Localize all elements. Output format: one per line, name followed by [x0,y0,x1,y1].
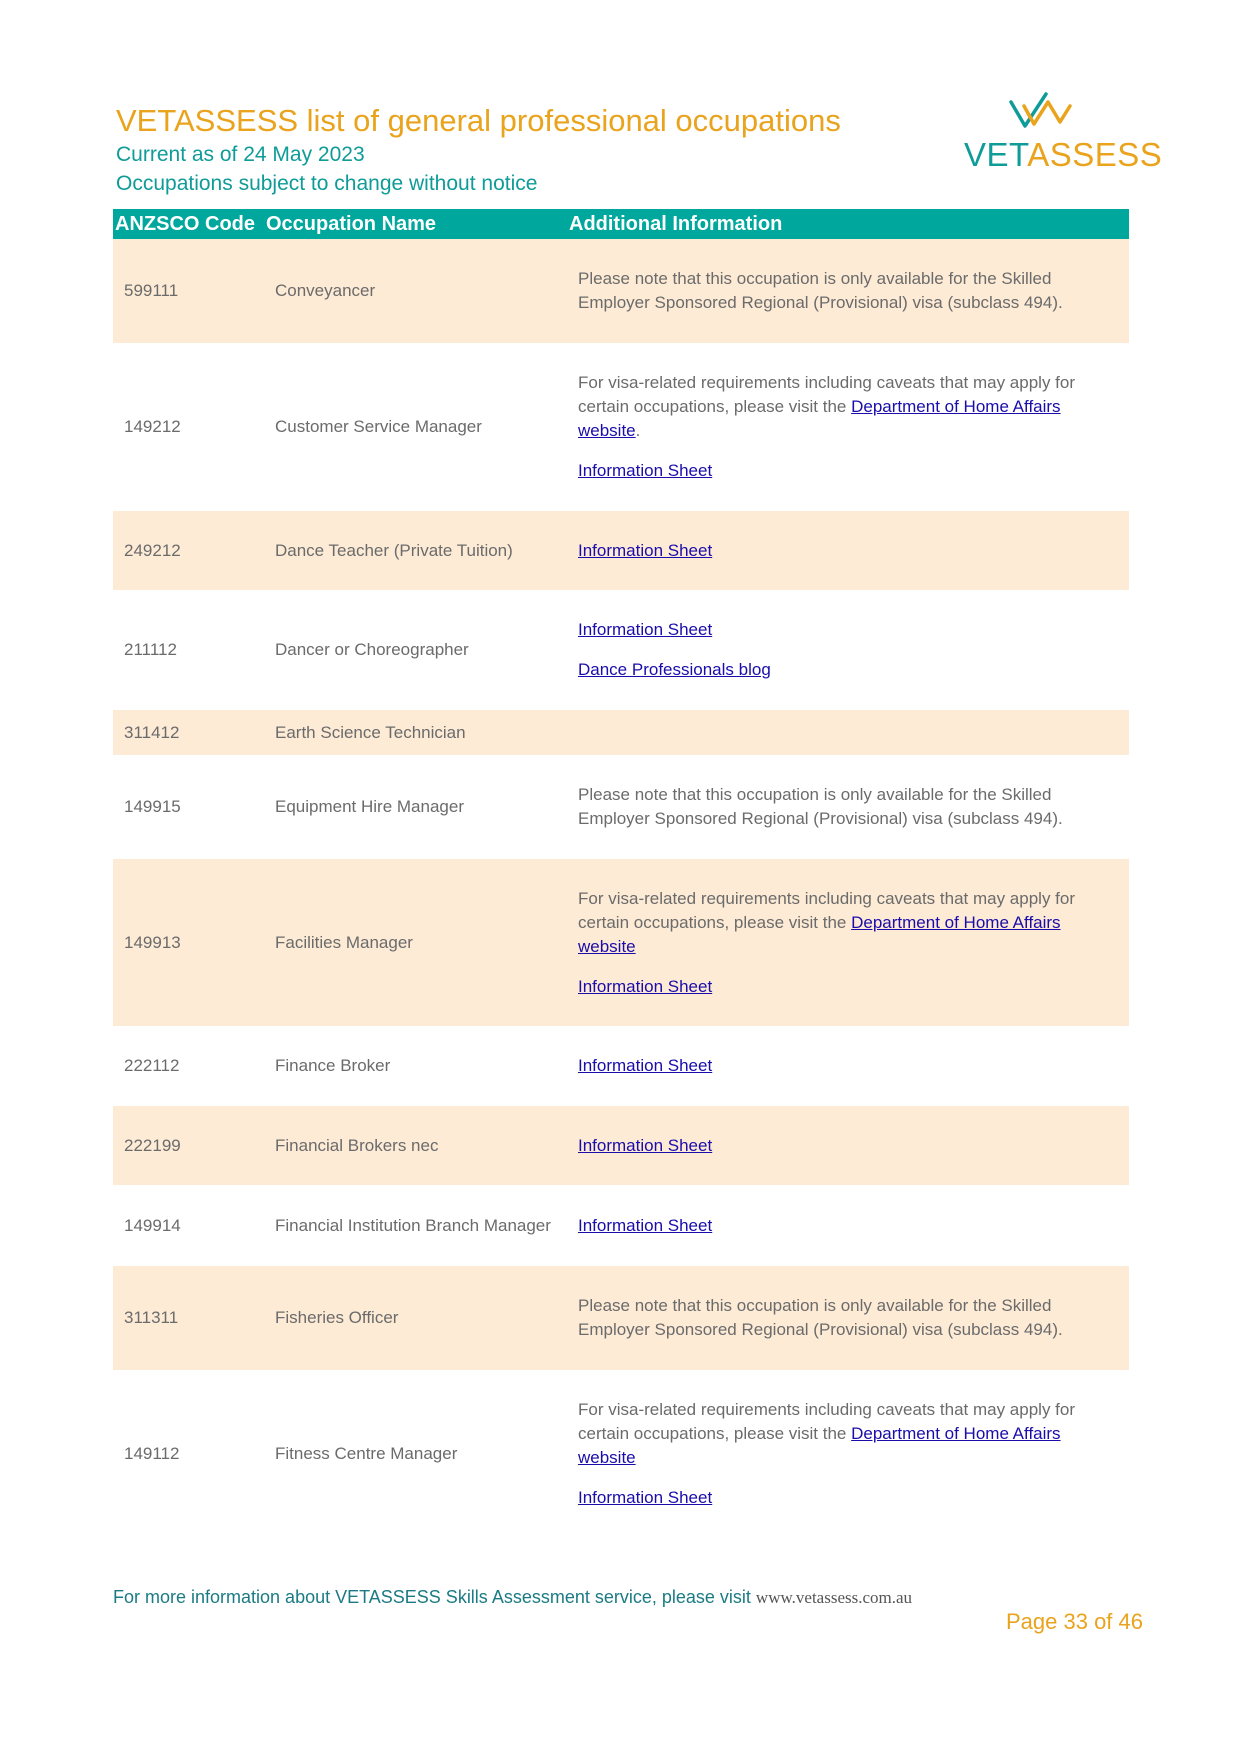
occupation-name: Customer Service Manager [275,417,482,436]
occupation-name: Fisheries Officer [264,1266,567,1370]
availability-note: Please note that this occupation is only available for the Skilled Employer Sponsored Regional (Provisional) visa (subclass 494). [578,1296,1063,1339]
occupation-name: Financial Brokers nec [264,1106,567,1185]
occupation-name: Conveyancer [264,239,567,343]
occupation-name: Finance Broker [275,1056,391,1075]
additional-info [567,1266,1129,1370]
additional-info [567,1370,1129,1538]
home-affairs-link[interactable]: Department of Home Affairs website [578,397,1061,440]
page-number: Page 33 of 46 [1006,1609,1144,1634]
table-row [113,1026,1129,1106]
document-title: VETASSESS list of general professional occupations [116,103,841,138]
home-affairs-link[interactable]: Department of Home Affairs website [578,1424,1061,1467]
information-sheet-link[interactable]: Information Sheet [578,540,713,560]
occupations-table [113,209,1129,1538]
occupation-name: Equipment Hire Manager [275,797,464,816]
anzsco-code: 149112 [124,1444,180,1463]
information-sheet-link[interactable]: Information Sheet [578,1056,713,1075]
table-row [113,710,1129,755]
occupation-name: Facilities Manager [264,859,567,1026]
additional-info [567,859,1129,1026]
column-header-code: ANZSCO Code [113,209,264,239]
additional-info [567,343,1129,511]
availability-note: Please note that this occupation is only available for the Skilled Employer Sponsored Regional (Provisional) visa (subclass 494). [578,269,1063,312]
information-sheet-link[interactable]: Information Sheet [578,1135,713,1155]
logo-wordmark [964,136,1162,174]
occupation-name: Financial Institution Branch Manager [275,1215,551,1235]
occupation-name: Earth Science Technician [264,710,567,755]
occupation-name: Dance Teacher (Private Tuition) [264,511,567,590]
additional-info [567,1026,1129,1106]
anzsco-code: 222199 [113,1106,264,1185]
information-sheet-link[interactable]: Information Sheet [578,1215,713,1235]
information-sheet-link[interactable]: Information Sheet [578,1488,713,1507]
visa-requirements-text: For visa-related requirements including caveats that may apply for certain occupations, please visit the Department of Home Affairs website [578,888,1076,956]
table-header-row [113,209,1129,239]
anzsco-code: 222112 [124,1056,180,1075]
column-header-name: Occupation Name [264,209,567,239]
additional-info [567,755,1129,859]
table-row [113,1185,1129,1266]
column-header-info: Additional Information [567,209,1129,239]
table-row [113,511,1129,590]
availability-note: Please note that this occupation is only available for the Skilled Employer Sponsored Regional (Provisional) visa (subclass 494). [578,785,1063,828]
current-date: Current as of 24 May 2023 [116,143,365,166]
home-affairs-link[interactable]: Department of Home Affairs website [578,912,1061,956]
additional-info [567,1185,1129,1266]
vetassess-logo [964,88,1163,176]
information-sheet-link[interactable]: Information Sheet [578,976,713,996]
occupation-name: Fitness Centre Manager [275,1444,458,1463]
table-row [113,343,1129,511]
anzsco-code: 311412 [113,710,264,755]
table-row [113,590,1129,710]
footer-text: For more information about VETASSESS Skills Assessment service, please visit www.vetassess.com.au [113,1587,913,1607]
occupation-name: Dancer or Choreographer [275,640,469,659]
anzsco-code: 149915 [124,797,181,816]
anzsco-code: 149913 [113,859,264,1026]
visa-requirements-text: For visa-related requirements including caveats that may apply for certain occupations, please visit the Department of Home Affairs website [578,1400,1076,1467]
table-row [113,755,1129,859]
anzsco-code: 249212 [113,511,264,590]
visa-requirements-text: For visa-related requirements including caveats that may apply for certain occupations, please visit the Department of Home Affairs website. [578,373,1076,440]
anzsco-code: 311311 [113,1266,264,1370]
anzsco-code: 599111 [113,239,264,343]
dance-professionals-blog-link[interactable]: Dance Professionals blog [578,660,771,679]
table-row [113,1266,1129,1370]
table-row [113,239,1129,343]
additional-info [567,710,1129,755]
anzsco-code: 211112 [124,640,177,659]
table-row [113,859,1129,1026]
additional-info [567,511,1129,590]
information-sheet-link[interactable]: Information Sheet [578,461,713,480]
logo-text-assess: ASSESS [1027,136,1163,173]
website-url: www.vetassess.com.au [755,1588,913,1607]
anzsco-code: 149212 [124,417,181,436]
anzsco-code: 149914 [124,1215,181,1235]
table-row [113,1106,1129,1185]
table-row [113,1370,1129,1538]
change-notice: Occupations subject to change without notice [116,172,538,195]
information-sheet-link[interactable]: Information Sheet [578,620,713,639]
logo-text-vet: VET [964,136,1028,173]
additional-info [567,590,1129,710]
logo-mark-icon [1008,88,1078,136]
additional-info [567,1106,1129,1185]
additional-info [567,239,1129,343]
